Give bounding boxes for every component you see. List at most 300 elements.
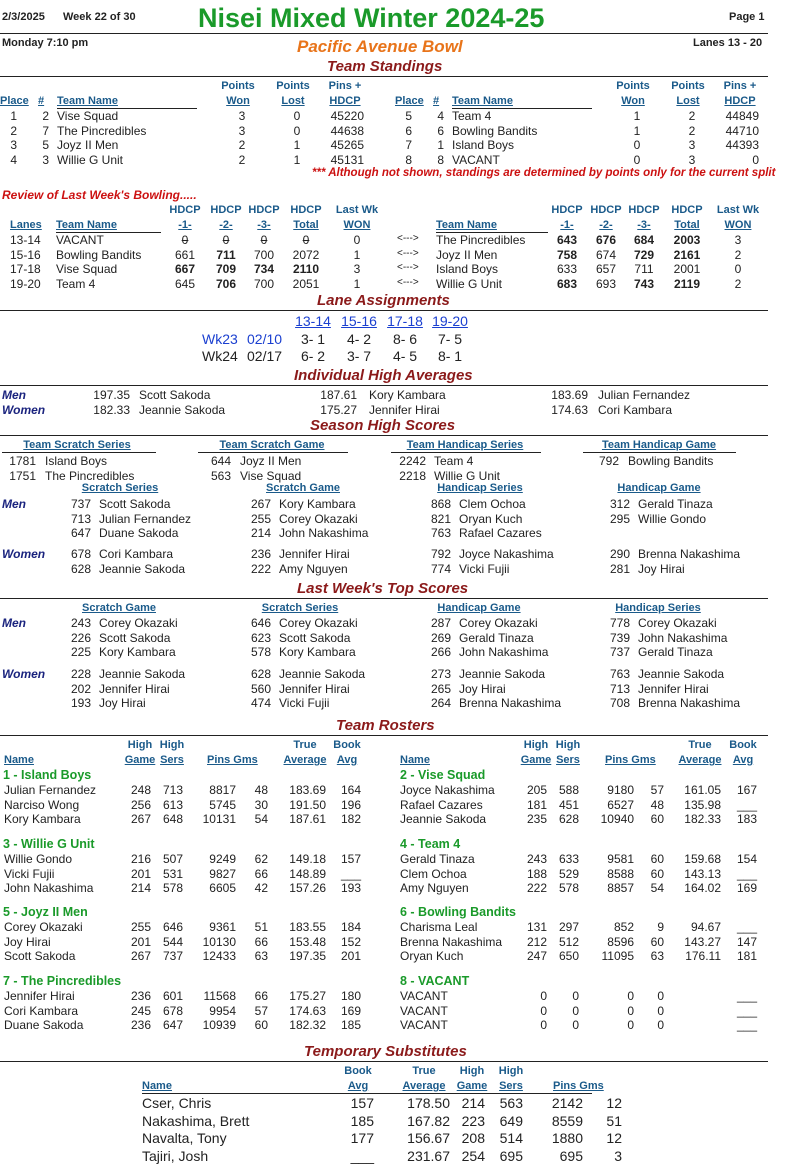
season-women-bowler: Jennifer Hirai xyxy=(279,547,350,561)
roster-high-series: 613 xyxy=(162,797,183,812)
subs-underline xyxy=(142,1093,592,1094)
average-bowler: Cori Kambara xyxy=(598,403,673,417)
roster-player-name: Gerald Tinaza xyxy=(400,852,475,866)
roster-games: 48 xyxy=(254,783,268,797)
roster-true-avg: 143.13 xyxy=(684,866,721,881)
roster-book-avg: ___ xyxy=(736,989,757,1003)
lastweek-women-score: 265 xyxy=(430,681,451,696)
sub-high-series: 563 xyxy=(499,1095,523,1111)
roster-high-series: 544 xyxy=(162,934,183,949)
season-women-score: 678 xyxy=(70,547,91,561)
season-team-score: 2218 xyxy=(399,468,426,483)
standing-team: Team 4 xyxy=(452,109,492,123)
season-team-header: Team Scratch Game xyxy=(219,439,325,451)
review-col-lanes: Lanes xyxy=(10,219,42,231)
standing-won: 1 xyxy=(633,109,641,123)
lastweek-women-bowler: Brenna Nakashima xyxy=(638,696,741,710)
roster-true-avg: 94.67 xyxy=(690,920,721,934)
standing-won: 3 xyxy=(238,109,246,123)
roster-col-high-series: High xyxy=(555,739,581,751)
women-label: Women xyxy=(2,547,46,561)
roster-player-name: VACANT xyxy=(400,1018,448,1032)
roster-player-name: Kory Kambara xyxy=(4,812,81,826)
standing-pins: 45265 xyxy=(330,138,364,152)
season-women-bowler: Amy Nguyen xyxy=(279,561,348,576)
col-header-won: Points xyxy=(221,80,255,92)
standing-won: 0 xyxy=(633,138,641,152)
standing-pins: 45220 xyxy=(330,109,364,123)
col-header-won: Won xyxy=(226,95,250,107)
sub-high-game: 254 xyxy=(461,1147,485,1164)
lastweek-rule xyxy=(0,598,768,599)
lastweek-women-bowler: Vicki Fujii xyxy=(279,696,330,710)
lastweek-men-bowler: Kory Kambara xyxy=(99,645,176,659)
standing-lost: 3 xyxy=(688,152,696,167)
roster-book-avg: ___ xyxy=(736,1018,757,1032)
roster-pins: 9249 xyxy=(209,852,236,866)
sub-games: 12 xyxy=(606,1095,622,1111)
lane-matchup: 4- 2 xyxy=(346,331,372,347)
roster-player-name: VACANT xyxy=(400,989,448,1003)
versus-arrow: <---> xyxy=(397,276,419,288)
roster-player-name: Scott Sakoda xyxy=(4,949,76,963)
roster-high-series: 529 xyxy=(558,866,579,881)
lanes-rule xyxy=(0,310,768,311)
review-col-header: Last Wk xyxy=(335,204,379,216)
roster-true-avg: 157.26 xyxy=(289,881,326,895)
subs-col-high-series: Sers xyxy=(499,1080,523,1092)
roster-high-series: 646 xyxy=(162,920,183,934)
roster-high-series: 0 xyxy=(572,989,579,1003)
standing-num: 6 xyxy=(437,123,444,138)
roster-pins: 0 xyxy=(627,1018,634,1032)
lastweek-men-bowler: Corey Okazaki xyxy=(459,616,538,630)
season-ind-header: Handicap Game xyxy=(617,482,701,494)
review-team-right: Willie G Unit xyxy=(436,276,503,291)
lane-week: Wk23 xyxy=(202,331,238,347)
lastweek-women-bowler: Joy Hirai xyxy=(459,681,506,696)
roster-player-name: Julian Fernandez xyxy=(4,783,97,797)
roster-games: 9 xyxy=(657,920,664,934)
subs-col-high-game: High xyxy=(459,1065,485,1077)
roster-true-avg: 161.05 xyxy=(684,783,721,797)
season-men-bowler: Kory Kambara xyxy=(279,497,356,511)
roster-pins: 11095 xyxy=(601,949,634,963)
season-men-score: 255 xyxy=(250,511,271,526)
sub-true-avg: 178.50 xyxy=(407,1095,450,1111)
lane-matchup: 8- 1 xyxy=(437,348,463,364)
col-header-lost: Lost xyxy=(676,95,700,107)
review-won-right: 3 xyxy=(734,233,742,247)
season-underline xyxy=(198,452,348,453)
review-score-right: 684 xyxy=(633,233,655,247)
season-men-score: 312 xyxy=(609,497,630,511)
review-col-header: Total xyxy=(293,219,319,231)
lane-week: Wk24 xyxy=(202,348,238,364)
season-men-bowler: Oryan Kuch xyxy=(459,511,523,526)
roster-high-series: 633 xyxy=(558,852,579,866)
report-date: 2/3/2025 xyxy=(2,11,45,23)
standing-team: Island Boys xyxy=(452,138,515,152)
lane-date: 02/17 xyxy=(247,348,283,364)
roster-true-avg: 183.69 xyxy=(289,783,326,797)
review-won-left: 3 xyxy=(353,262,361,276)
season-team-name: Bowling Bandits xyxy=(628,454,714,468)
roster-col-true-avg: True xyxy=(293,739,317,751)
roster-col-high-game: High xyxy=(523,739,549,751)
roster-true-avg: 164.02 xyxy=(684,881,721,895)
roster-high-game: 222 xyxy=(526,881,547,895)
average-value: 182.33 xyxy=(93,403,130,417)
review-score-right: 2161 xyxy=(673,247,701,262)
review-score-left: 711 xyxy=(216,247,236,262)
roster-col-high-series: Sers xyxy=(160,754,184,766)
lane-matchup: 6- 2 xyxy=(300,348,326,364)
col-header-num: # xyxy=(433,95,440,107)
lane-date: 02/10 xyxy=(247,331,283,347)
roster-book-avg: 183 xyxy=(736,812,757,826)
lastweek-men-score: 287 xyxy=(430,616,451,630)
review-col-header: -1- xyxy=(178,219,192,231)
review-score-left: 2072 xyxy=(292,247,320,262)
season-ind-header: Handicap Series xyxy=(437,482,523,494)
roster-col-true-avg: Average xyxy=(678,754,722,766)
roster-high-series: 648 xyxy=(162,812,183,826)
standing-lost: 3 xyxy=(688,138,696,152)
col-header-pins: HDCP xyxy=(724,95,756,107)
standing-lost: 1 xyxy=(293,152,301,167)
season-men-score: 821 xyxy=(430,511,451,526)
roster-games: 30 xyxy=(254,797,268,812)
standing-team: Vise Squad xyxy=(57,109,119,123)
standing-num: 7 xyxy=(42,123,49,138)
season-men-score: 267 xyxy=(250,497,271,511)
standing-lost: 1 xyxy=(293,138,301,152)
review-score-left: 2110 xyxy=(292,262,320,276)
lastweek-women-score: 628 xyxy=(250,667,271,681)
roster-high-game: 235 xyxy=(526,812,547,826)
roster-player-name: Joyce Nakashima xyxy=(400,783,495,797)
lastweek-title: Last Week's Top Scores xyxy=(297,580,469,597)
standing-place: 2 xyxy=(10,123,17,138)
review-lanes: 13-14 xyxy=(10,233,41,247)
roster-player-name: John Nakashima xyxy=(4,881,94,895)
roster-high-series: 650 xyxy=(558,949,579,963)
roster-col-high-series: Sers xyxy=(556,754,580,766)
average-bowler: Kory Kambara xyxy=(369,388,446,402)
season-team-score: 1751 xyxy=(9,468,36,483)
roster-games: 57 xyxy=(650,783,664,797)
roster-high-series: 737 xyxy=(162,949,183,963)
roster-team-name: 3 - Willie G Unit xyxy=(3,837,95,851)
roster-pins: 852 xyxy=(613,920,634,934)
roster-team-name: 2 - Vise Squad xyxy=(400,768,486,782)
roster-book-avg: 201 xyxy=(340,949,361,963)
standings-rule xyxy=(0,76,768,77)
average-bowler: Jeannie Sakoda xyxy=(139,403,226,417)
standing-pins: 44638 xyxy=(330,123,364,138)
roster-team-name: 7 - The Pincredibles xyxy=(3,974,122,988)
col-header-pins: HDCP xyxy=(329,95,361,107)
season-underline xyxy=(2,452,156,453)
season-team-header: Team Handicap Series xyxy=(406,439,524,451)
lane-pair-header: 17-18 xyxy=(387,313,423,329)
review-team-left: Team 4 xyxy=(56,276,96,291)
roster-col-high-series: High xyxy=(159,739,185,751)
roster-high-series: 678 xyxy=(162,1003,183,1018)
roster-pins: 0 xyxy=(627,989,634,1003)
review-score-right: 2001 xyxy=(673,262,701,276)
sub-pins: 1880 xyxy=(551,1130,583,1146)
review-score-left: 0 xyxy=(302,233,310,247)
season-women-bowler: Joyce Nakashima xyxy=(459,547,554,561)
roster-book-avg: 180 xyxy=(340,989,361,1003)
roster-high-game: 216 xyxy=(130,852,151,866)
season-men-bowler: Corey Okazaki xyxy=(279,511,358,526)
men-label: Men xyxy=(2,616,26,630)
col-header-won: Won xyxy=(621,95,645,107)
sub-book-avg: 185 xyxy=(350,1112,374,1129)
roster-book-avg: 157 xyxy=(340,852,361,866)
roster-book-avg: 167 xyxy=(736,783,757,797)
roster-games: 66 xyxy=(254,989,268,1003)
sub-pins: 8559 xyxy=(551,1112,583,1129)
roster-pins: 5745 xyxy=(209,797,236,812)
lastweek-women-bowler: Jeannie Sakoda xyxy=(99,667,186,681)
col-header-lost: Points xyxy=(671,80,705,92)
season-team-name: Team 4 xyxy=(434,454,474,468)
roster-games: 54 xyxy=(650,881,664,895)
lastweek-women-score: 273 xyxy=(430,667,451,681)
roster-high-series: 512 xyxy=(558,934,579,949)
review-score-left: 2051 xyxy=(292,276,320,291)
season-men-bowler: John Nakashima xyxy=(279,526,369,540)
lane-matchup: 3- 7 xyxy=(346,348,372,364)
standing-num: 3 xyxy=(42,152,49,167)
lanes-range: Lanes 13 - 20 xyxy=(693,37,763,49)
lastweek-men-score: 269 xyxy=(430,630,451,645)
page-number: Page 1 xyxy=(729,11,765,23)
roster-high-series: 647 xyxy=(162,1018,183,1032)
roster-pins: 10130 xyxy=(202,934,236,949)
roster-book-avg: ___ xyxy=(736,920,757,934)
roster-games: 0 xyxy=(657,989,664,1003)
roster-book-avg: 184 xyxy=(340,920,361,934)
lane-pair-header: 19-20 xyxy=(432,313,468,329)
standing-won: 2 xyxy=(238,152,246,167)
review-col-header: -2- xyxy=(219,219,233,231)
venue-name: Pacific Avenue Bowl xyxy=(297,37,463,56)
review-won-right: 2 xyxy=(734,276,742,291)
men-label: Men xyxy=(2,497,26,511)
standing-num: 4 xyxy=(437,109,444,123)
season-team-score: 563 xyxy=(210,468,231,483)
rosters-title: Team Rosters xyxy=(336,717,435,734)
lastweek-women-bowler: Jennifer Hirai xyxy=(99,681,170,696)
lastweek-men-bowler: Scott Sakoda xyxy=(279,630,351,645)
standing-won: 2 xyxy=(238,138,246,152)
lane-matchup: 3- 1 xyxy=(300,331,326,347)
standing-team: Bowling Bandits xyxy=(452,123,538,138)
lastweek-women-bowler: Jeannie Sakoda xyxy=(638,667,725,681)
review-score-left: 645 xyxy=(174,276,196,291)
review-col-header: -3- xyxy=(637,219,651,231)
men-label: Men xyxy=(2,388,26,402)
subs-col-name: Name xyxy=(142,1080,172,1092)
season-team-name: Joyz II Men xyxy=(240,454,302,468)
lastweek-women-score: 713 xyxy=(609,681,630,696)
lastweek-women-bowler: Jeannie Sakoda xyxy=(459,667,546,681)
roster-high-game: 255 xyxy=(130,920,151,934)
review-score-left: 0 xyxy=(222,233,230,247)
review-col-header: HDCP xyxy=(628,204,660,216)
lastweek-men-bowler: Scott Sakoda xyxy=(99,630,171,645)
col-header-pins: Pins + xyxy=(723,80,757,92)
roster-high-game: 236 xyxy=(130,989,151,1003)
roster-high-series: 578 xyxy=(558,881,579,895)
col-header-team: Team Name xyxy=(452,95,513,107)
season-women-score: 236 xyxy=(250,547,271,561)
roster-true-avg: 148.89 xyxy=(289,866,326,881)
roster-games: 42 xyxy=(254,881,268,895)
roster-high-game: 131 xyxy=(526,920,547,934)
roster-pins: 9954 xyxy=(209,1003,236,1018)
roster-high-game: 214 xyxy=(130,881,151,895)
lane-matchup: 8- 6 xyxy=(392,331,418,347)
subs-col-book-avg: Avg xyxy=(347,1080,369,1092)
review-score-right: 2003 xyxy=(673,233,701,247)
review-score-right: 693 xyxy=(595,276,617,291)
average-bowler: Jennifer Hirai xyxy=(369,403,440,417)
season-men-bowler: Clem Ochoa xyxy=(459,497,526,511)
col-header-team: Team Name xyxy=(57,95,118,107)
review-lanes: 17-18 xyxy=(10,262,41,276)
roster-pins: 0 xyxy=(627,1003,634,1018)
lastweek-men-bowler: John Nakashima xyxy=(638,630,728,645)
roster-games: 0 xyxy=(657,1018,664,1032)
roster-high-game: 205 xyxy=(526,783,547,797)
roster-book-avg: ___ xyxy=(340,866,361,881)
season-women-bowler: Brenna Nakashima xyxy=(638,547,741,561)
roster-col-high-game: Game xyxy=(124,754,156,766)
season-team-header: Team Handicap Game xyxy=(601,439,717,451)
rosters-rule xyxy=(0,735,768,736)
sub-high-series: 695 xyxy=(499,1147,523,1164)
lastweek-men-score: 778 xyxy=(609,616,630,630)
roster-player-name: Rafael Cazares xyxy=(400,797,483,812)
roster-pins: 10131 xyxy=(202,812,236,826)
averages-rule xyxy=(0,385,768,386)
review-won-right: 2 xyxy=(734,247,742,262)
roster-col-high-game: High xyxy=(127,739,153,751)
roster-high-game: 0 xyxy=(540,1003,547,1018)
roster-true-avg: 175.27 xyxy=(289,989,326,1003)
subs-col-high-game: Game xyxy=(456,1080,488,1092)
col-header-num: # xyxy=(38,95,45,107)
review-score-left: 706 xyxy=(215,276,237,291)
roster-book-avg: 182 xyxy=(340,812,361,826)
season-women-score: 222 xyxy=(250,561,271,576)
review-score-right: 2119 xyxy=(673,276,701,291)
women-label: Women xyxy=(2,403,46,417)
sub-name: Nakashima, Brett xyxy=(142,1112,250,1129)
roster-high-game: 201 xyxy=(130,866,151,881)
review-score-left: 0 xyxy=(181,233,189,247)
week-info: Week 22 of 30 xyxy=(63,11,136,23)
standing-team: Joyz II Men xyxy=(57,138,119,152)
roster-high-series: 531 xyxy=(162,866,183,881)
roster-pins: 10940 xyxy=(600,812,634,826)
roster-player-name: Amy Nguyen xyxy=(400,881,469,895)
review-score-left: 661 xyxy=(174,247,196,262)
lastweek-women-bowler: Jennifer Hirai xyxy=(638,681,709,696)
sub-book-avg: ___ xyxy=(350,1147,374,1164)
roster-team-name: 6 - Bowling Bandits xyxy=(400,905,516,919)
roster-games: 51 xyxy=(254,920,268,934)
sub-name: Tajiri, Josh xyxy=(142,1147,209,1164)
roster-player-name: Duane Sakoda xyxy=(4,1018,84,1032)
sub-high-series: 514 xyxy=(499,1130,523,1146)
col-header-won: Points xyxy=(616,80,650,92)
lastweek-men-score: 225 xyxy=(70,645,91,659)
lastweek-women-score: 474 xyxy=(250,696,271,710)
standing-place: 1 xyxy=(10,109,17,123)
standing-place: 7 xyxy=(405,138,412,152)
standing-won: 0 xyxy=(633,152,641,167)
roster-true-avg: 183.55 xyxy=(289,920,326,934)
roster-games: 63 xyxy=(650,949,664,963)
roster-high-series: 0 xyxy=(572,1003,579,1018)
review-won-left: 1 xyxy=(353,276,361,291)
lane-matchup: 7- 5 xyxy=(437,331,463,347)
review-col-header: HDCP xyxy=(210,204,242,216)
season-team-name: Willie G Unit xyxy=(434,468,501,483)
season-men-bowler: Gerald Tinaza xyxy=(638,497,713,511)
roster-high-series: 601 xyxy=(162,989,183,1003)
season-men-score: 295 xyxy=(609,511,630,526)
review-score-left: 700 xyxy=(253,276,275,291)
season-rule xyxy=(0,435,768,436)
standing-num: 1 xyxy=(437,138,444,152)
roster-player-name: VACANT xyxy=(400,1003,448,1018)
roster-high-game: 212 xyxy=(526,934,547,949)
standing-place: 6 xyxy=(405,123,412,138)
lastweek-men-bowler: Gerald Tinaza xyxy=(638,645,713,659)
women-label: Women xyxy=(2,667,46,681)
roster-high-game: 267 xyxy=(130,812,151,826)
season-team-score: 644 xyxy=(210,454,231,468)
season-women-score: 281 xyxy=(609,561,630,576)
standing-lost: 0 xyxy=(293,123,301,138)
review-col-header: -2- xyxy=(599,219,613,231)
roster-high-game: 256 xyxy=(130,797,151,812)
review-score-left: 700 xyxy=(253,247,275,262)
sub-pins: 2142 xyxy=(551,1095,583,1111)
sub-book-avg: 177 xyxy=(350,1130,374,1146)
roster-team-name: 8 - VACANT xyxy=(400,974,470,988)
standing-num: 8 xyxy=(437,152,444,167)
lastweek-header: Handicap Series xyxy=(615,602,701,614)
review-col-header: HDCP xyxy=(671,204,703,216)
season-men-score: 737 xyxy=(70,497,91,511)
lastweek-men-score: 578 xyxy=(250,645,271,659)
review-col-header: Total xyxy=(674,219,700,231)
sub-games: 51 xyxy=(606,1112,622,1129)
roster-book-avg: 152 xyxy=(340,934,361,949)
average-bowler: Julian Fernandez xyxy=(598,388,691,402)
season-team-name: The Pincredibles xyxy=(45,468,135,483)
review-lanes: 19-20 xyxy=(10,276,41,291)
